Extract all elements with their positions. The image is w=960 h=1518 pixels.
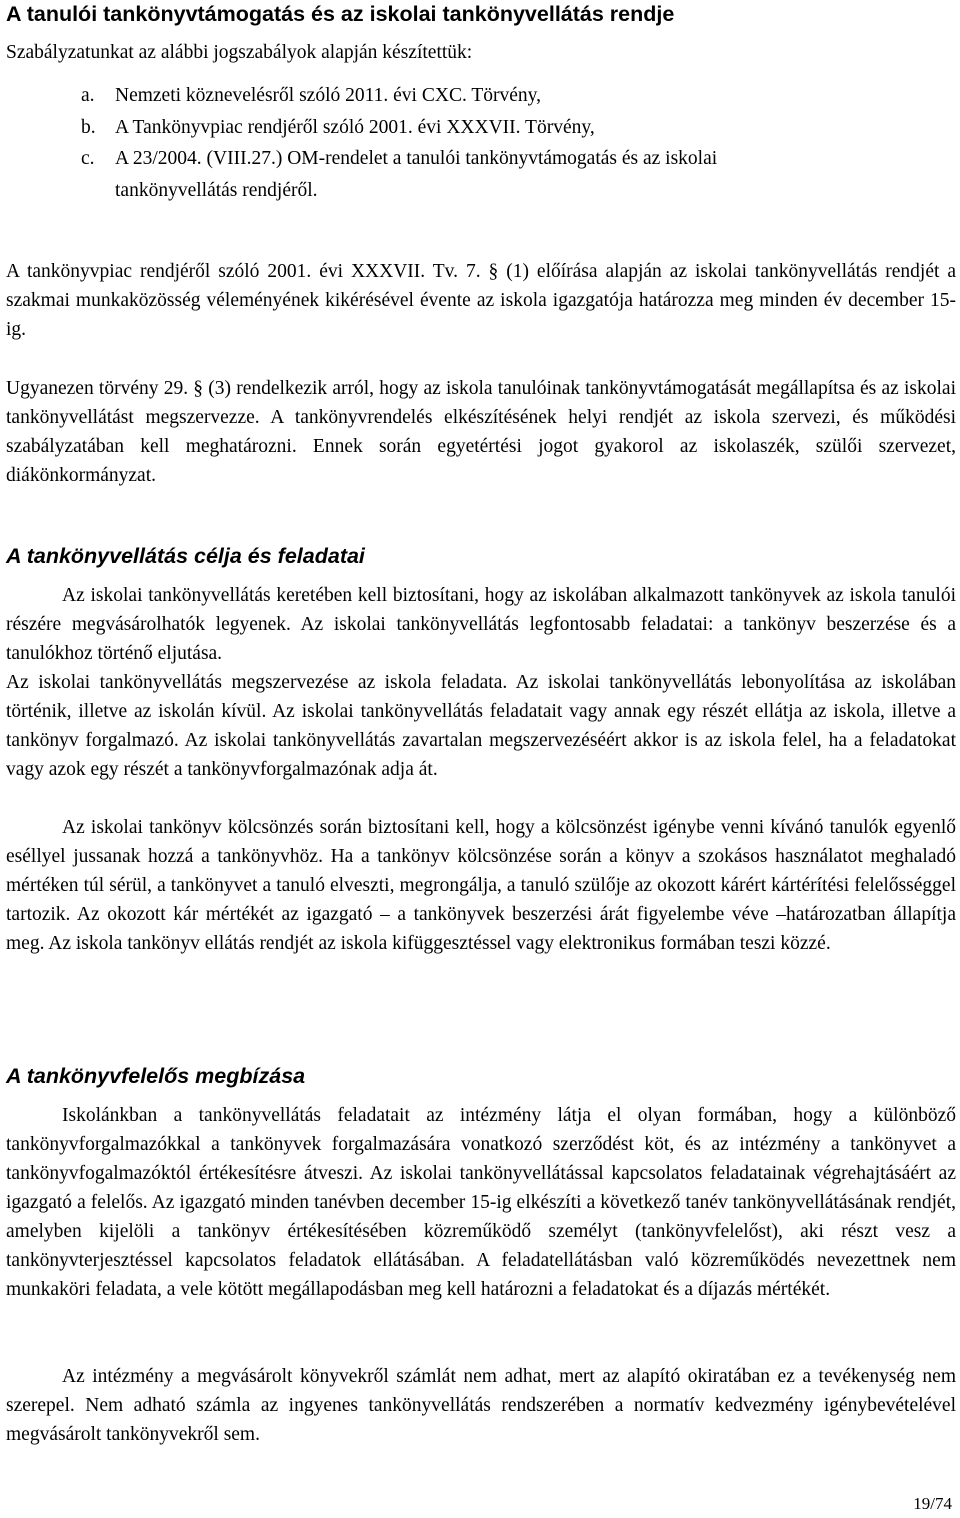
law-item-a xyxy=(81,80,683,112)
law-item-text: A Tankönyvpiac rendjéről szóló 2001. évi XXXVII. Törvény, xyxy=(115,116,595,138)
law-item-text: Nemzeti köznevelésről szóló 2011. évi CXC. Törvény, xyxy=(115,85,542,106)
paragraph-ugyanezen: Ugyanezen törvény 29. § (3) rendelkezik arról, hogy az iskola tanulóinak tankönyvtámogatását megállapítsa és az iskolai tankönyvellátást megszervezze. A tankönyvrendelés elkészítésének helyi rendjét az iskola szervezi, és működési szabályzatában kell meghatározni. Ennek során egyetértési jogot gyakorol az iskolaszék, szülői szervezet, diákönkormányzat. xyxy=(6,378,956,486)
law-item-text: A 23/2004. (VIII.27.) OM-rendelet a tanulói tankönyvtámogatás és az iskolai xyxy=(115,148,718,169)
law-item-b xyxy=(81,112,683,144)
law-list xyxy=(81,80,718,206)
law-item-c-cont xyxy=(81,175,683,207)
list-marker: c. xyxy=(81,148,95,169)
page-number: 19/74 xyxy=(913,1494,952,1513)
paragraph-celja-1: Az iskolai tankönyvellátás keretében kell biztosítani, hogy az iskolában alkalmazott tankönyvek az iskola tanulói részére megvásárolhatók legyenek. Az iskolai tankönyvellátás legfontosabb feladatai: a tankönyv beszerzése és a tanulókhoz történő eljutása. xyxy=(6,585,956,664)
list-marker: b. xyxy=(81,116,96,138)
paragraph-megbizasa-2: Az intézmény a megvásárolt könyvekről számlát nem adhat, mert az alapító okiratában ez a tevékenység nem szerepel. Nem adható számla az ingyenes tankönyvellátás rendszerében a normatív kedvezmény igénybevételével megvásárolt tankönyvekről sem. xyxy=(6,1366,956,1445)
paragraph-celja-3: Az iskolai tankönyv kölcsönzés során biztosítani kell, hogy a kölcsönzést igénybe venni kívánó tanulók egyenlő eséllyel jussanak hozzá a tankönyvhöz. Ha a tankönyv kölcsönzése során a könyv a szokásos használatot meghaladó mértéken túl sérül, a tankönyvet a tanuló elveszti, megrongálja, a tanuló szülője az okozott kárért kártérítési felelősséggel tartozik. Az okozott kár mértékét az igazgató – a tankönyvek beszerzési árát figyelembe véve –határozatban állapítja meg. Az iskola tankönyv ellátás rendjét az iskola kifüggesztéssel vagy elektronikus formában teszi közzé. xyxy=(6,817,956,954)
paragraph-megbizasa-1: Iskolánkban a tankönyvellátás feladatait az intézmény látja el olyan formában, hogy a különböző tankönyvforgalmazókkal a tankönyvek forgalmazására vonatkozó szerződést köt, és az intézmény a tankönyvet a tankönyvfogalmazóktól értékesítésre átveszi. Az iskolai tankönyvellátással kapcsolatos feladatainak végrehajtásáért az igazgató a felelős. Az igazgató minden tanévben december 15-ig elkészíti a következő tanév tankönyvellátásának rendjét, amelyben kijelöli a tankönyv értékesítésében közreműködő személyt (tankönyvfelelőst), aki részt vesz a tankönyvterjesztéssel kapcsolatos feladatok ellátásában. A feladatellátásban való közreműködés nevezettnek nem munkaköri feladata, a vele kötött megállapodásban meg kell határozni a feladatokat és a díjazás mértékét. xyxy=(6,1105,956,1300)
law-item-c xyxy=(81,143,718,175)
law-item-text: tankönyvellátás rendjéről. xyxy=(115,179,318,201)
paragraph-tankonyvpiac: A tankönyvpiac rendjéről szóló 2001. évi XXXVII. Tv. 7. § (1) előírása alapján az iskolai tankönyvellátás rendjét a szakmai munkaközösség véleményének kikérésével évente az iskola igazgatója határozza meg minden év december 15-ig. xyxy=(6,261,956,340)
section-heading-megbizasa: A tankönyvfelelős megbízása xyxy=(6,1064,306,1088)
section-heading-celja: A tankönyvellátás célja és feladatai xyxy=(6,544,365,568)
list-marker: a. xyxy=(81,85,95,106)
intro-text: Szabályzatunkat az alábbi jogszabályok alapján készítettük: xyxy=(6,42,473,63)
paragraph-celja-2: Az iskolai tankönyvellátás megszervezése az iskola feladata. Az iskolai tankönyvellátás lebonyolítása az iskolában történik, illetve az iskolán kívül. Az iskolai tankönyvellátás feladatait vagy annak egy részét ellátja az iskola, illetve a tankönyv forgalmazó. Az iskolai tankönyvellátás zavartalan megszervezéséért akkor is az iskola felel, ha a feladatokat vagy azok egy részét a tankönyvforgalmazónak adja át. xyxy=(6,672,956,780)
document-title: A tanulói tankönyvtámogatás és az iskolai tankönyvellátás rendje xyxy=(6,2,675,26)
